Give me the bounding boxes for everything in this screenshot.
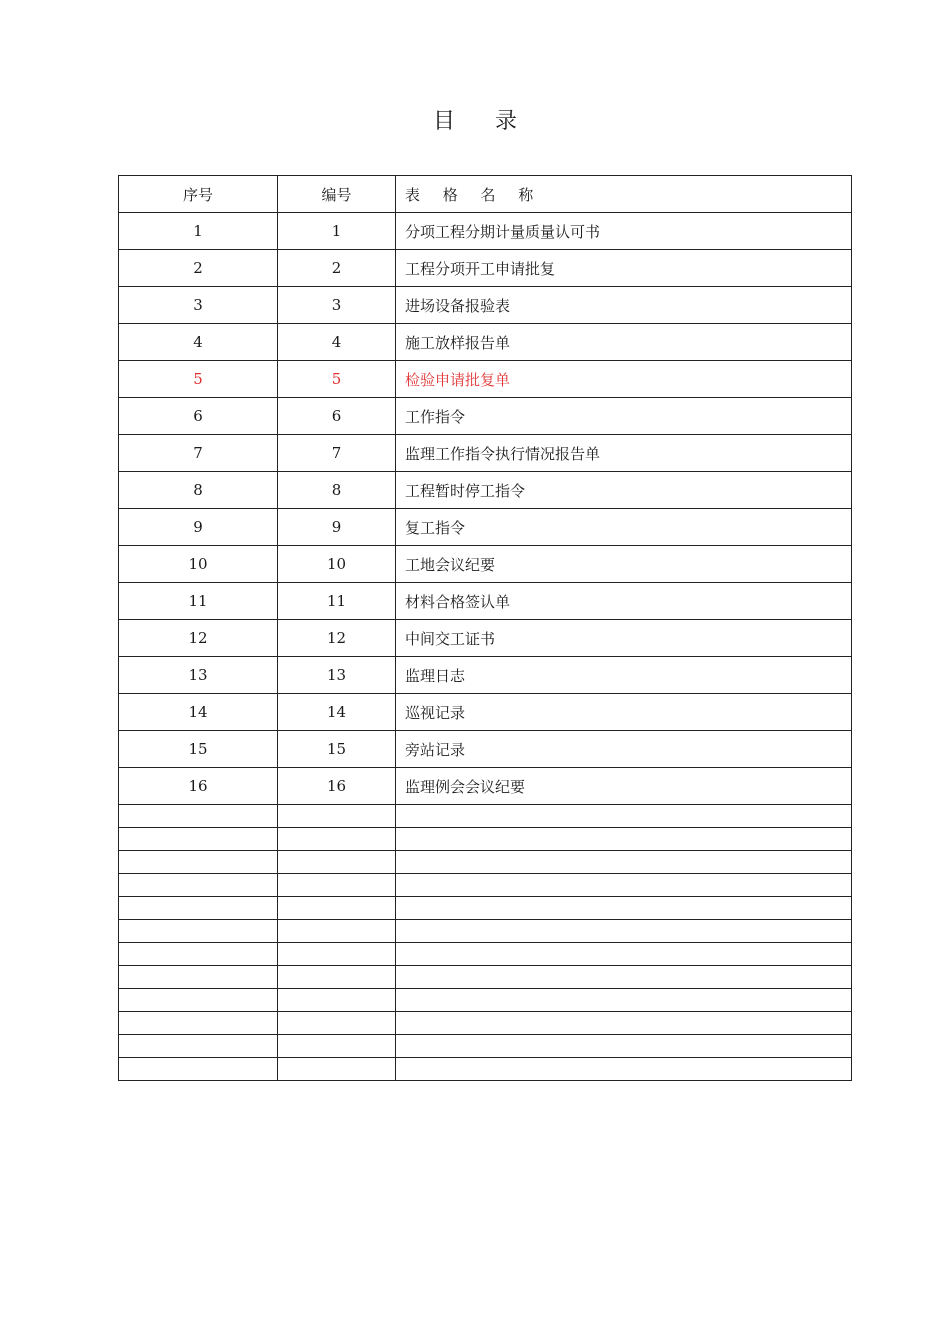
row-code: 14 xyxy=(278,694,396,731)
row-name: 监理工作指令执行情况报告单 xyxy=(396,435,852,472)
empty-cell xyxy=(119,805,278,828)
empty-cell xyxy=(278,805,396,828)
page-title xyxy=(0,104,950,135)
empty-cell xyxy=(396,966,852,989)
empty-cell xyxy=(396,1035,852,1058)
table-row xyxy=(119,768,852,805)
empty-row xyxy=(119,874,852,897)
table-row xyxy=(119,213,852,250)
empty-cell xyxy=(119,1035,278,1058)
empty-row xyxy=(119,1012,852,1035)
contents-table xyxy=(118,175,852,1081)
table-row xyxy=(119,435,852,472)
row-code: 1 xyxy=(278,213,396,250)
empty-row xyxy=(119,943,852,966)
empty-cell xyxy=(119,1058,278,1081)
row-seq: 15 xyxy=(119,731,278,768)
row-code: 5 xyxy=(278,361,396,398)
row-name: 复工指令 xyxy=(396,509,852,546)
empty-cell xyxy=(119,874,278,897)
table-row xyxy=(119,287,852,324)
row-code: 15 xyxy=(278,731,396,768)
row-name: 工作指令 xyxy=(396,398,852,435)
row-seq: 11 xyxy=(119,583,278,620)
empty-row xyxy=(119,989,852,1012)
row-name: 工程分项开工申请批复 xyxy=(396,250,852,287)
row-code: 16 xyxy=(278,768,396,805)
table-row xyxy=(119,509,852,546)
empty-cell xyxy=(396,1012,852,1035)
row-name: 巡视记录 xyxy=(396,694,852,731)
row-seq: 5 xyxy=(119,361,278,398)
title-char-2: 录 xyxy=(495,109,518,134)
empty-row xyxy=(119,897,852,920)
table-row xyxy=(119,620,852,657)
row-code: 13 xyxy=(278,657,396,694)
row-seq: 13 xyxy=(119,657,278,694)
row-name: 工程暂时停工指令 xyxy=(396,472,852,509)
row-name: 监理例会会议纪要 xyxy=(396,768,852,805)
row-name: 中间交工证书 xyxy=(396,620,852,657)
empty-cell xyxy=(119,920,278,943)
row-seq: 1 xyxy=(119,213,278,250)
row-name: 监理日志 xyxy=(396,657,852,694)
table-row xyxy=(119,546,852,583)
row-code: 11 xyxy=(278,583,396,620)
empty-cell xyxy=(396,897,852,920)
row-seq: 2 xyxy=(119,250,278,287)
row-seq: 14 xyxy=(119,694,278,731)
empty-row xyxy=(119,920,852,943)
empty-cell xyxy=(278,1012,396,1035)
row-code: 2 xyxy=(278,250,396,287)
row-seq: 12 xyxy=(119,620,278,657)
row-seq: 9 xyxy=(119,509,278,546)
table-row xyxy=(119,250,852,287)
row-name: 检验申请批复单 xyxy=(396,361,852,398)
row-name: 分项工程分期计量质量认可书 xyxy=(396,213,852,250)
empty-cell xyxy=(396,1058,852,1081)
row-name: 施工放样报告单 xyxy=(396,324,852,361)
header-code: 编号 xyxy=(278,176,396,213)
row-name: 进场设备报验表 xyxy=(396,287,852,324)
row-code: 8 xyxy=(278,472,396,509)
title-char-1: 目 xyxy=(432,109,455,134)
row-code: 7 xyxy=(278,435,396,472)
row-code: 9 xyxy=(278,509,396,546)
empty-row xyxy=(119,966,852,989)
empty-row xyxy=(119,828,852,851)
row-code: 3 xyxy=(278,287,396,324)
empty-row xyxy=(119,805,852,828)
row-seq: 16 xyxy=(119,768,278,805)
row-name: 旁站记录 xyxy=(396,731,852,768)
row-code: 6 xyxy=(278,398,396,435)
row-code: 12 xyxy=(278,620,396,657)
empty-cell xyxy=(396,920,852,943)
empty-row xyxy=(119,1035,852,1058)
empty-cell xyxy=(278,989,396,1012)
row-seq: 3 xyxy=(119,287,278,324)
empty-cell xyxy=(278,1035,396,1058)
empty-cell xyxy=(278,920,396,943)
row-seq: 8 xyxy=(119,472,278,509)
empty-cell xyxy=(278,874,396,897)
row-name: 材料合格签认单 xyxy=(396,583,852,620)
row-code: 4 xyxy=(278,324,396,361)
table-row xyxy=(119,583,852,620)
empty-cell xyxy=(119,989,278,1012)
empty-cell xyxy=(119,828,278,851)
empty-cell xyxy=(396,828,852,851)
empty-cell xyxy=(278,851,396,874)
row-seq: 6 xyxy=(119,398,278,435)
empty-row xyxy=(119,851,852,874)
table-row xyxy=(119,472,852,509)
table-row xyxy=(119,657,852,694)
empty-cell xyxy=(119,943,278,966)
row-seq: 7 xyxy=(119,435,278,472)
table-row xyxy=(119,694,852,731)
empty-cell xyxy=(396,989,852,1012)
empty-cell xyxy=(278,943,396,966)
row-name: 工地会议纪要 xyxy=(396,546,852,583)
empty-cell xyxy=(278,828,396,851)
empty-cell xyxy=(278,966,396,989)
empty-row xyxy=(119,1058,852,1081)
empty-cell xyxy=(396,805,852,828)
empty-cell xyxy=(396,851,852,874)
table-header-row xyxy=(119,176,852,213)
table-row xyxy=(119,324,852,361)
empty-cell xyxy=(119,897,278,920)
empty-cell xyxy=(119,1012,278,1035)
row-code: 10 xyxy=(278,546,396,583)
row-seq: 10 xyxy=(119,546,278,583)
empty-cell xyxy=(119,851,278,874)
table-row xyxy=(119,398,852,435)
empty-cell xyxy=(278,1058,396,1081)
empty-cell xyxy=(278,897,396,920)
empty-cell xyxy=(396,874,852,897)
header-seq: 序号 xyxy=(119,176,278,213)
header-name: 表 格 名 称 xyxy=(396,176,852,213)
table-row xyxy=(119,731,852,768)
empty-cell xyxy=(119,966,278,989)
table-row xyxy=(119,361,852,398)
empty-cell xyxy=(396,943,852,966)
row-seq: 4 xyxy=(119,324,278,361)
